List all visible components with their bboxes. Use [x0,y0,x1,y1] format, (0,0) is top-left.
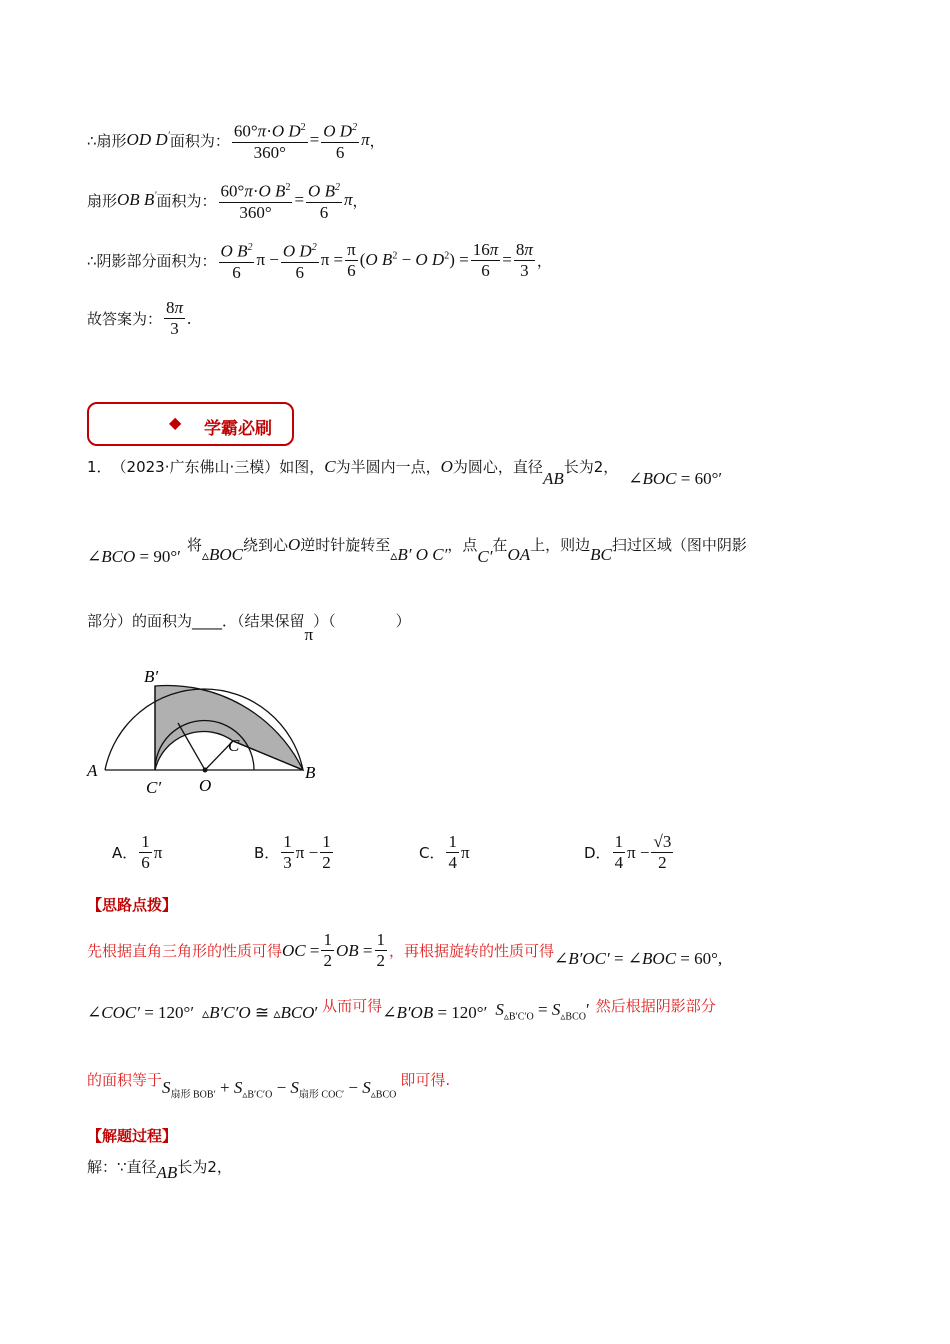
center-point [203,768,208,773]
diamond-icon: ◆ [169,413,182,432]
fraction: $\frac{60^\circ\pi\cdot O D^2}{360^\circ}$ [232,118,308,163]
problem-line-1: 1． （2023·广东佛山·三模） 如图， C 为半圆内一点， O 为圆心，直径 AB 长为2， ∠BOC = 60°′ [87,456,723,488]
option-b[interactable]: B． $\frac{1}{3}$ π − $\frac{1}{2}$ [254,832,331,872]
label-O: O [199,776,212,795]
hint-line-1: 先根据直角三角形的性质可得 OC = $\frac{1}{2}$ OB = $\frac{1}{2}$ ，再根据旋转的性质可得 ∠B′OC′ = ∠BOC = 60°, [87,930,723,970]
problem-line-2: ∠BCO = 90°′ 将 ▵BOC 绕到心 O 逆时针旋转至 ▵B′ O C′ ，点 C′ 在 OA 上，则边 BC 扫过区域（图中阴影 [87,534,747,566]
answer-line: 故答案为： $\frac{8\pi}{3}$ . [87,298,192,338]
hint-title: 【思路点拨】 [87,896,178,914]
answer-value: $\frac{8\pi}{3}$ [166,298,184,338]
hint-line-3: 的面积等于 $S_{扇形 BOB'} + S_{▵B'C'O} - S_{扇形 COC'} - S_{▵BCO}$ 即可得. [87,1070,451,1101]
problem-line-3: 部分）的面积为____．（结果保留 π ）（ ） [87,612,411,644]
derivation-line-1: ∴扇形 OD D′ 面积为： $\frac{60^\circ\pi\cdot O D^2}{360^\circ}$ = $\frac{O D^2}{6}$ π ， [87,118,385,163]
solution-title: 【解题过程】 [87,1127,178,1145]
derivation-line-2: 扇形 OB B′ 面积为： $\frac{60^\circ\pi\cdot O B^2}{360^\circ}$ = $\frac{O B^2}{6}$ π ， [87,178,368,223]
label-B-prime: B′ [144,667,159,686]
solution-line-1: 解：∵直径 AB 长为2， [87,1158,232,1182]
option-d[interactable]: D． $\frac{1}{4}$ π − $\frac{√3}{2}$ [584,832,672,872]
shaded-region [155,685,303,770]
section-badge [87,402,294,446]
semicircle-figure [80,655,340,800]
derivation-line-3: ∴阴影部分面积为： $\frac{O B^2}{6}$ π − $\frac{O D^2}{6}$ π = $\frac{\pi}{6}$ (O $B^2 - O$ $D^2$) = $\frac{16\pi}{6}$ = $\frac{8\pi}{3}$ ， [87,239,552,282]
label-C: C [228,736,240,755]
section-badge-label: 学霸必刷 [204,419,272,439]
label-A: A [87,761,98,780]
option-a[interactable]: A． $\frac{1}{6}$ π [112,832,163,872]
label-C-prime: C′ [146,778,162,797]
hint-line-2: ∠COC′ = 120°′ ▵B′C′O ≅ ▵BCO′ 从而可得 ∠B′OB = 120°′ $S_{▵B'C'O} = S_{▵BCO}'$ 然后根据阴影部分 [87,996,716,1023]
label-B: B [305,763,316,782]
option-c[interactable]: C． $\frac{1}{4}$ π [419,832,470,872]
